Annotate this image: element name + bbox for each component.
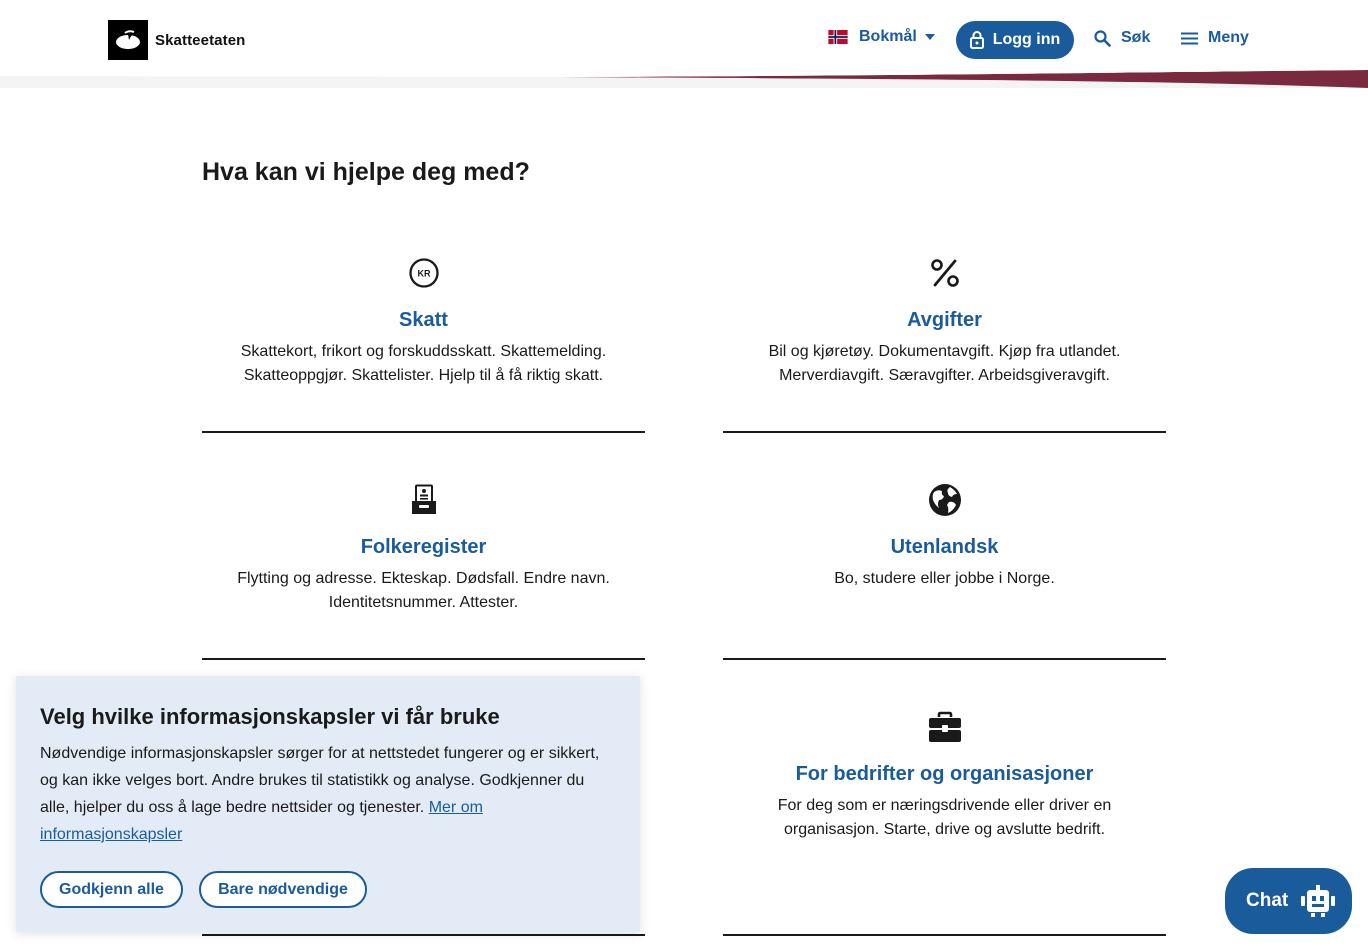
site-header <box>0 0 1368 88</box>
logo-text: Skatteetaten <box>155 31 246 49</box>
search-label: Søk <box>1121 29 1151 46</box>
lock-icon <box>970 31 984 49</box>
logo-mark-icon <box>108 20 148 60</box>
kr-coin-icon <box>407 256 441 290</box>
card-title: Folkeregister <box>360 536 487 558</box>
card-description: For deg som er næringsdrivende eller driver en organisasjon. Starte, drive og avslutte bedrift. <box>777 797 1112 838</box>
caret-down-icon <box>925 34 935 40</box>
chat-robot-icon <box>1300 884 1336 918</box>
card-utenlandsk[interactable] <box>723 483 1166 660</box>
globe-icon <box>928 483 962 517</box>
header-accent-band <box>0 70 1368 88</box>
chat-label: Chat <box>1246 890 1289 911</box>
search-icon <box>1094 30 1111 47</box>
percent-icon <box>928 256 962 290</box>
approve-all-button[interactable]: Godkjenn alle <box>40 871 183 908</box>
card-title: Avgifter <box>907 309 982 331</box>
cookie-info-link[interactable]: Mer om informasjonskapsler <box>40 799 483 843</box>
cookie-banner-body: Nødvendige informasjonskapsler sørger for at nettstedet fungerer og er sikkert, og kan ikke velges bort. Andre brukes til statistikk og analyse. Godkjenner du alle, hjelper du oss å lage bedre nettsider og tjenester. <box>40 745 600 816</box>
briefcase-icon <box>928 710 962 744</box>
skatteetaten-logo[interactable] <box>108 20 245 60</box>
card-avgifter[interactable] <box>723 256 1166 433</box>
page-heading: Hva kan vi hjelpe deg med? <box>202 158 530 186</box>
card-title: Utenlandsk <box>890 536 999 558</box>
menu-label: Meny <box>1208 29 1249 46</box>
cookie-banner-text <box>40 740 612 848</box>
card-bedrifter[interactable] <box>723 710 1166 936</box>
card-skatt[interactable] <box>202 256 645 433</box>
card-folkeregister[interactable] <box>202 483 645 660</box>
login-label: Logg inn <box>992 31 1061 48</box>
necessary-only-button[interactable]: Bare nødvendige <box>199 871 367 908</box>
card-title: For bedrifter og organisasjoner <box>795 763 1094 785</box>
language-label: Bokmål <box>859 28 917 45</box>
language-selector[interactable] <box>828 28 935 46</box>
chat-button[interactable] <box>1225 868 1352 934</box>
menu-button[interactable] <box>1181 29 1249 47</box>
register-archive-icon <box>407 483 441 517</box>
card-description: Bil og kjøretøy. Dokumentavgift. Kjøp fra utlandet. Merverdiavgift. Særavgifter. Arbeidsgiveravgift. <box>768 343 1121 384</box>
card-title: Skatt <box>399 309 448 331</box>
hamburger-icon <box>1181 32 1198 45</box>
svg-text:KR: KR <box>417 268 431 279</box>
card-description: Flytting og adresse. Ekteskap. Dødsfall. Endre navn. Identitetsnummer. Attester. <box>237 570 610 611</box>
login-button[interactable] <box>956 21 1074 59</box>
cookie-banner <box>16 676 640 932</box>
card-description: Bo, studere eller jobbe i Norge. <box>834 570 1055 587</box>
search-button[interactable] <box>1094 29 1150 47</box>
norway-flag-icon <box>828 30 848 44</box>
cookie-banner-title: Velg hvilke informasjonskapsler vi får bruke <box>40 704 500 729</box>
card-description: Skattekort, frikort og forskuddsskatt. Skattemelding. Skatteoppgjør. Skattelister. Hjelp til å få riktig skatt. <box>240 343 607 384</box>
